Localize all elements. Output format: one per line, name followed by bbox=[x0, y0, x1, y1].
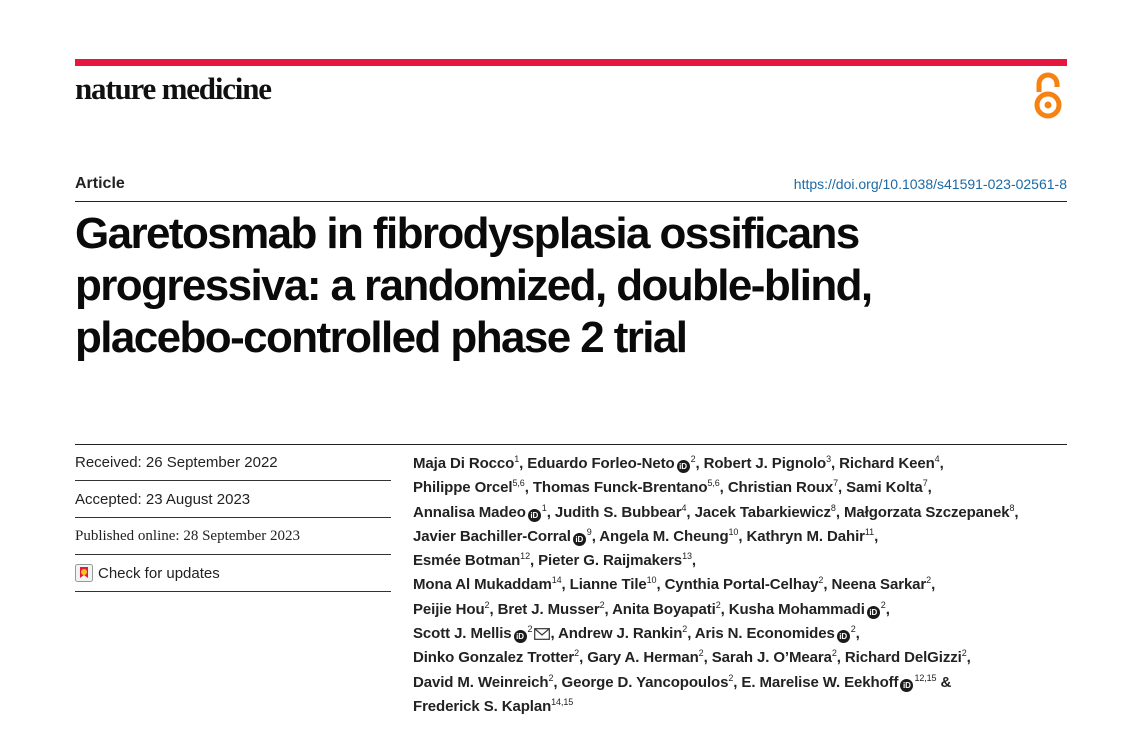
affiliation-number[interactable]: 1 bbox=[514, 454, 520, 464]
author-name[interactable]: Javier Bachiller-Corral bbox=[413, 527, 571, 545]
author-name[interactable]: Mona Al Mukaddam bbox=[413, 576, 552, 594]
author-name[interactable]: Philippe Orcel bbox=[413, 479, 513, 497]
author-list: Maja Di Rocco$^1$, Eduardo Forleo-Neto $iD^2$, Robert J. Pignolo$^3$, Richard Keen$^4$, Philippe Orcel$^{5,6}$, Thomas Funck-Brentano$^{5,6}$, Christian Roux$^7$, Sami Kolta$^7$, Annalisa Madeo $iD^1$, Judith S. Bubbear$^4$, Jacek Tabarkiewicz$^8$, Małgorzata Szczepanek$^8$, Javier Bachiller-Corral $iD^9$, Angela M. Cheung$^{10}$, Kathryn M. Dahir$^{11}$, Esmée Botman$^{12}$, Pieter G. Raijmakers$^{13}$, Mona Al Mukaddam$^{14}$, Lianne Tile$^{10}$, Cynthia Portal-Celhay$^2$, Neena Sarkar$^2$, Peijie Hou$^2$, Bret J. Musser$^2$, Anita Boyapati$^2$, Kusha Mohammadi $iD^2$, Scott J. Mellis $iD^2$ , Andrew J. Rankin$^2$, Aris N. Economides $iD^2$, Dinko Gonzalez Trotter$^2$, Gary A. Herman$^2$, Sarah J. O’Meara$^2$, Richard DelGizzi$^2$, David M. Weinreich$^2$, George D. Yancopoulos$^2$, E. Marelise W. Eekhoff iD$^{12,15}$ & Frederick S. Kaplan$^{14,15}$ bbox=[413, 454, 1019, 715]
author-name[interactable]: Annalisa Madeo bbox=[413, 503, 526, 521]
author-name[interactable]: Christian Roux bbox=[727, 479, 834, 497]
author-name[interactable]: Lianne Tile bbox=[569, 576, 647, 594]
author-name[interactable]: Kathryn M. Dahir bbox=[746, 527, 865, 545]
author-entry[interactable] bbox=[741, 674, 936, 691]
author-name[interactable]: Peijie Hou bbox=[413, 600, 485, 618]
orcid-icon[interactable]: iD bbox=[514, 630, 527, 643]
author-entry[interactable] bbox=[413, 649, 579, 666]
author-name[interactable]: Maja Di Rocco bbox=[413, 455, 515, 472]
author-entry[interactable] bbox=[555, 504, 687, 521]
affiliation-number[interactable]: 12,15 bbox=[914, 672, 937, 683]
affiliation-number[interactable]: 8 bbox=[1009, 502, 1015, 513]
author-name[interactable]: Angela M. Cheung bbox=[599, 527, 729, 545]
affiliation-number[interactable]: 2 bbox=[599, 599, 605, 610]
affiliation-number[interactable]: 3 bbox=[826, 454, 831, 464]
check-for-updates-icon bbox=[75, 564, 93, 582]
author-entry[interactable] bbox=[845, 649, 967, 666]
author-entry[interactable] bbox=[729, 601, 886, 618]
author-entry[interactable] bbox=[413, 455, 519, 472]
author-entry[interactable] bbox=[599, 528, 738, 545]
author-name[interactable]: Frederick S. Kaplan bbox=[413, 697, 552, 715]
title-line: placebo-controlled phase 2 trial bbox=[75, 313, 687, 362]
author-entry[interactable] bbox=[712, 649, 837, 666]
author-name[interactable]: Eduardo Forleo-Neto bbox=[527, 455, 675, 472]
author-name[interactable]: Andrew J. Rankin bbox=[558, 625, 683, 643]
affiliation-number[interactable]: 7 bbox=[922, 478, 928, 489]
author-entry[interactable] bbox=[570, 576, 657, 593]
article-title bbox=[75, 208, 1065, 364]
author-name[interactable]: Sarah J. O’Meara bbox=[711, 649, 832, 667]
affiliation-number[interactable]: 10 bbox=[646, 575, 657, 586]
author-entry[interactable] bbox=[413, 674, 553, 691]
author-name[interactable]: Kusha Mohammadi bbox=[728, 600, 865, 618]
accepted-date: Accepted: 23 August 2023 bbox=[75, 481, 391, 518]
author-name[interactable]: Thomas Funck-Brentano bbox=[532, 479, 708, 497]
author-entry[interactable] bbox=[746, 528, 874, 545]
affiliation-number[interactable]: 7 bbox=[833, 478, 838, 489]
orcid-icon[interactable]: iD bbox=[677, 460, 690, 473]
affiliation-number[interactable]: 2 bbox=[831, 648, 837, 659]
affiliation-number[interactable]: 2 bbox=[527, 624, 533, 635]
author-entry[interactable] bbox=[538, 552, 692, 569]
affiliation-number[interactable]: 2 bbox=[961, 648, 967, 659]
affiliation-number[interactable]: 2 bbox=[926, 575, 932, 586]
author-entry[interactable] bbox=[527, 455, 695, 472]
affiliation-number[interactable]: 2 bbox=[880, 599, 886, 610]
author-entry[interactable] bbox=[704, 455, 831, 472]
affiliation-number[interactable]: 10 bbox=[728, 526, 739, 537]
affiliation-number[interactable]: 5,6 bbox=[707, 478, 720, 489]
author-entry[interactable] bbox=[587, 649, 703, 666]
title-line: progressiva: a randomized, double-blind, bbox=[75, 261, 872, 310]
author-entry[interactable] bbox=[413, 698, 573, 715]
check-for-updates-label: Check for updates bbox=[98, 564, 220, 582]
received-date: Received: 26 September 2022 bbox=[75, 444, 391, 481]
author-entry[interactable] bbox=[839, 455, 939, 472]
affiliation-number[interactable]: 12 bbox=[520, 551, 530, 562]
affiliation-number[interactable]: 2 bbox=[818, 575, 824, 586]
affiliation-number[interactable]: 4 bbox=[681, 502, 687, 513]
affiliation-number[interactable]: 2 bbox=[715, 599, 721, 610]
author-name[interactable]: Robert J. Pignolo bbox=[703, 455, 827, 472]
author-entry[interactable] bbox=[413, 528, 592, 545]
email-icon[interactable] bbox=[534, 628, 550, 640]
affiliation-number[interactable]: 1 bbox=[541, 502, 547, 513]
header-divider bbox=[75, 201, 1067, 202]
journal-red-bar bbox=[75, 59, 1067, 66]
published-date: Published online: 28 September 2023 bbox=[75, 518, 391, 555]
affiliation-number[interactable]: 2 bbox=[690, 454, 696, 464]
orcid-icon[interactable]: iD bbox=[837, 630, 850, 643]
orcid-icon[interactable]: iD bbox=[867, 606, 880, 619]
affiliation-number[interactable]: 14 bbox=[551, 575, 562, 586]
affiliation-number[interactable]: 8 bbox=[830, 502, 836, 513]
author-entry[interactable] bbox=[728, 479, 838, 496]
author-entry[interactable] bbox=[413, 552, 530, 569]
author-name[interactable]: Judith S. Bubbear bbox=[554, 503, 682, 521]
author-name[interactable]: E. Marelise W. Eekhoff bbox=[741, 673, 899, 691]
title-line: Garetosmab in fibrodysplasia ossificans bbox=[75, 209, 859, 258]
journal-masthead[interactable]: nature medicine bbox=[75, 71, 271, 106]
affiliation-number[interactable]: 13 bbox=[682, 551, 692, 562]
affiliation-number[interactable]: 2 bbox=[484, 599, 490, 610]
author-entry[interactable] bbox=[612, 601, 721, 618]
author-name[interactable]: Bret J. Musser bbox=[497, 600, 600, 618]
article-dates bbox=[75, 444, 391, 592]
article-type-label: Article bbox=[75, 175, 125, 192]
author-entry[interactable] bbox=[413, 601, 489, 618]
affiliation-number[interactable]: 2 bbox=[698, 648, 704, 659]
author-name[interactable]: Esmée Botman bbox=[413, 552, 521, 570]
author-entry[interactable] bbox=[533, 479, 720, 496]
author-entry[interactable] bbox=[846, 479, 927, 496]
orcid-icon[interactable]: iD bbox=[573, 533, 586, 546]
affiliation-number[interactable]: 2 bbox=[728, 672, 734, 683]
author-entry[interactable] bbox=[695, 625, 856, 642]
author-name[interactable]: Gary A. Herman bbox=[587, 649, 699, 667]
author-entry[interactable] bbox=[413, 625, 550, 642]
author-name[interactable]: George D. Yancopoulos bbox=[561, 673, 729, 691]
check-for-updates-button[interactable] bbox=[75, 555, 391, 592]
author-entry[interactable] bbox=[695, 504, 836, 521]
author-entry[interactable] bbox=[562, 674, 734, 691]
affiliation-number[interactable]: 2 bbox=[574, 648, 580, 659]
affiliation-number[interactable]: 2 bbox=[682, 624, 688, 635]
author-name[interactable]: David M. Weinreich bbox=[413, 673, 549, 691]
author-entry[interactable] bbox=[413, 576, 562, 593]
author-name[interactable]: Pieter G. Raijmakers bbox=[538, 552, 683, 570]
author-name[interactable]: Richard Keen bbox=[839, 455, 935, 472]
affiliation-number[interactable]: 2 bbox=[850, 624, 856, 635]
open-access-icon[interactable] bbox=[1030, 72, 1066, 120]
affiliation-number[interactable]: 4 bbox=[934, 454, 940, 464]
author-name[interactable]: Jacek Tabarkiewicz bbox=[694, 503, 831, 521]
affiliation-number[interactable]: 11 bbox=[864, 526, 875, 537]
author-name[interactable]: Cynthia Portal-Celhay bbox=[664, 576, 819, 594]
author-entry[interactable] bbox=[498, 601, 605, 618]
orcid-icon[interactable]: iD bbox=[528, 509, 541, 522]
author-name[interactable]: Richard DelGizzi bbox=[844, 649, 962, 667]
author-name[interactable]: Sami Kolta bbox=[846, 479, 923, 497]
author-entry[interactable] bbox=[558, 625, 687, 642]
author-name[interactable]: Małgorzata Szczepanek bbox=[843, 503, 1010, 521]
author-entry[interactable] bbox=[413, 479, 525, 496]
affiliation-number[interactable]: 5,6 bbox=[512, 478, 525, 489]
author-entry[interactable] bbox=[844, 504, 1014, 521]
author-name[interactable]: Neena Sarkar bbox=[831, 576, 927, 594]
author-name[interactable]: Anita Boyapati bbox=[612, 600, 716, 618]
doi-link[interactable]: https://doi.org/10.1038/s41591-023-02561-8 bbox=[793, 176, 1067, 192]
affiliation-number[interactable]: 14,15 bbox=[551, 696, 574, 707]
affiliation-number[interactable]: 9 bbox=[586, 526, 592, 537]
author-entry[interactable] bbox=[665, 576, 824, 593]
affiliation-number[interactable]: 2 bbox=[548, 672, 554, 683]
orcid-icon[interactable]: iD bbox=[900, 679, 913, 692]
author-entry[interactable] bbox=[831, 576, 931, 593]
author-name[interactable]: Aris N. Economides bbox=[694, 625, 835, 643]
author-name[interactable]: Dinko Gonzalez Trotter bbox=[413, 649, 575, 667]
author-entry[interactable] bbox=[413, 504, 547, 521]
author-name[interactable]: Scott J. Mellis bbox=[413, 625, 512, 643]
